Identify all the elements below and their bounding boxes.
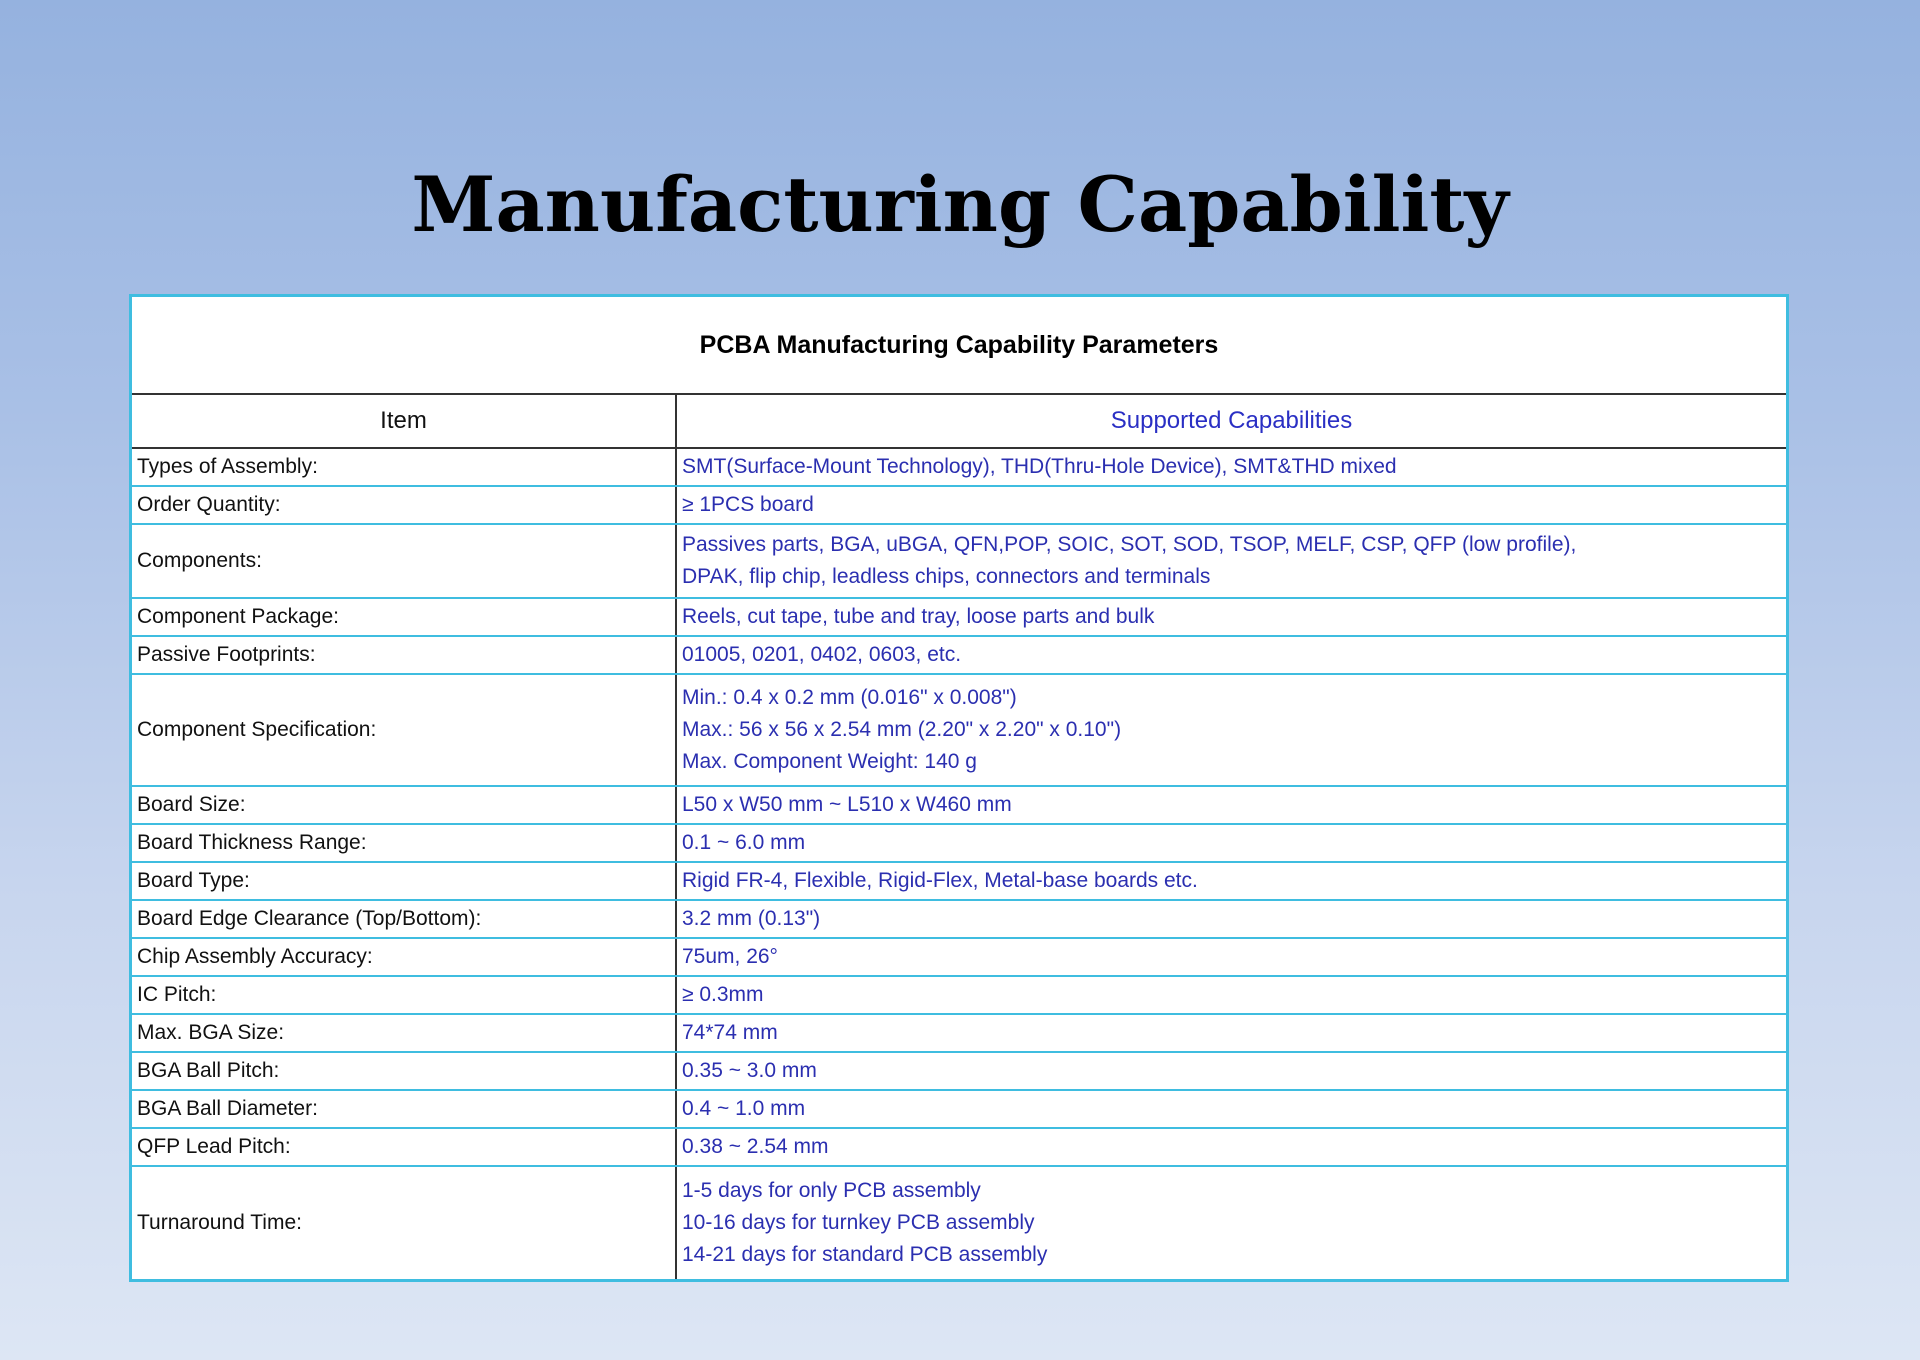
row-capability-value [676, 824, 1786, 862]
table-row [132, 486, 1786, 524]
row-item-label: IC Pitch: [132, 976, 676, 1014]
row-item-label: QFP Lead Pitch: [132, 1128, 676, 1166]
row-item-label: Types of Assembly: [132, 448, 676, 486]
row-capability-value [676, 674, 1786, 786]
row-capability-value [676, 900, 1786, 938]
table-row [132, 1052, 1786, 1090]
capability-line: L50 x W50 mm ~ L510 x W460 mm [682, 793, 1012, 816]
capability-table-frame [129, 294, 1789, 1282]
capability-line: 74*74 mm [682, 1021, 778, 1044]
capability-line: Max. Component Weight: 140 g [682, 750, 977, 773]
row-capability-value [676, 862, 1786, 900]
capability-line: 0.38 ~ 2.54 mm [682, 1135, 829, 1158]
row-capability-value [676, 1014, 1786, 1052]
capability-line: Reels, cut tape, tube and tray, loose parts and bulk [682, 605, 1155, 628]
table-row [132, 1090, 1786, 1128]
row-item-label: Max. BGA Size: [132, 1014, 676, 1052]
table-row [132, 636, 1786, 674]
row-item-label: Components: [132, 524, 676, 598]
table-caption: PCBA Manufacturing Capability Parameters [132, 297, 1786, 394]
capability-line: Min.: 0.4 x 0.2 mm (0.016" x 0.008") [682, 686, 1017, 709]
table-row [132, 1128, 1786, 1166]
row-item-label: Board Edge Clearance (Top/Bottom): [132, 900, 676, 938]
row-item-label: Passive Footprints: [132, 636, 676, 674]
table-row [132, 1166, 1786, 1280]
row-capability-value [676, 976, 1786, 1014]
capability-line: 3.2 mm (0.13") [682, 907, 821, 930]
row-capability-value [676, 938, 1786, 976]
row-item-label: BGA Ball Diameter: [132, 1090, 676, 1128]
capability-line: 1-5 days for only PCB assembly [682, 1179, 981, 1202]
capability-line: Passives parts, BGA, uBGA, QFN,POP, SOIC, SOT, SOD, TSOP, MELF, CSP, QFP (low profile), [682, 533, 1577, 556]
row-item-label: Turnaround Time: [132, 1166, 676, 1280]
row-capability-value [676, 1052, 1786, 1090]
table-row [132, 524, 1786, 598]
row-item-label: Order Quantity: [132, 486, 676, 524]
table-row [132, 938, 1786, 976]
table-row [132, 900, 1786, 938]
row-item-label: Component Specification: [132, 674, 676, 786]
table-row [132, 448, 1786, 486]
capability-line: ≥ 1PCS board [682, 493, 814, 516]
row-capability-value [676, 636, 1786, 674]
row-capability-value [676, 448, 1786, 486]
header-item: Item [132, 394, 676, 448]
capability-line: 0.4 ~ 1.0 mm [682, 1097, 806, 1120]
slide-title: Manufacturing Capability [411, 160, 1509, 249]
capability-line: 14-21 days for standard PCB assembly [682, 1243, 1048, 1266]
table-caption-row [132, 297, 1786, 394]
capability-line: ≥ 0.3mm [682, 983, 764, 1006]
header-supported-capabilities: Supported Capabilities [676, 394, 1786, 448]
row-capability-value [676, 786, 1786, 824]
row-capability-value [676, 598, 1786, 636]
capability-table [132, 297, 1786, 1281]
capability-line: Max.: 56 x 56 x 2.54 mm (2.20" x 2.20" x 0.10") [682, 718, 1122, 741]
table-row [132, 1014, 1786, 1052]
table-row [132, 786, 1786, 824]
table-row [132, 598, 1786, 636]
row-capability-value [676, 1166, 1786, 1280]
capability-line: DPAK, flip chip, leadless chips, connectors and terminals [682, 565, 1211, 588]
row-item-label: Component Package: [132, 598, 676, 636]
row-item-label: Board Size: [132, 786, 676, 824]
table-row [132, 674, 1786, 786]
capability-line: 01005, 0201, 0402, 0603, etc. [682, 643, 962, 666]
row-capability-value [676, 486, 1786, 524]
capability-line: 0.35 ~ 3.0 mm [682, 1059, 817, 1082]
capability-line: SMT(Surface-Mount Technology), THD(Thru-Hole Device), SMT&THD mixed [682, 455, 1397, 478]
table-row [132, 976, 1786, 1014]
table-header-row [132, 394, 1786, 448]
row-item-label: Board Type: [132, 862, 676, 900]
capability-line: 0.1 ~ 6.0 mm [682, 831, 806, 854]
row-item-label: BGA Ball Pitch: [132, 1052, 676, 1090]
row-capability-value [676, 1128, 1786, 1166]
row-item-label: Board Thickness Range: [132, 824, 676, 862]
row-item-label: Chip Assembly Accuracy: [132, 938, 676, 976]
capability-line: Rigid FR-4, Flexible, Rigid-Flex, Metal-base boards etc. [682, 869, 1198, 892]
table-row [132, 862, 1786, 900]
table-row [132, 824, 1786, 862]
row-capability-value [676, 524, 1786, 598]
row-capability-value [676, 1090, 1786, 1128]
capability-line: 75um, 26° [682, 945, 778, 968]
capability-line: 10-16 days for turnkey PCB assembly [682, 1211, 1035, 1234]
